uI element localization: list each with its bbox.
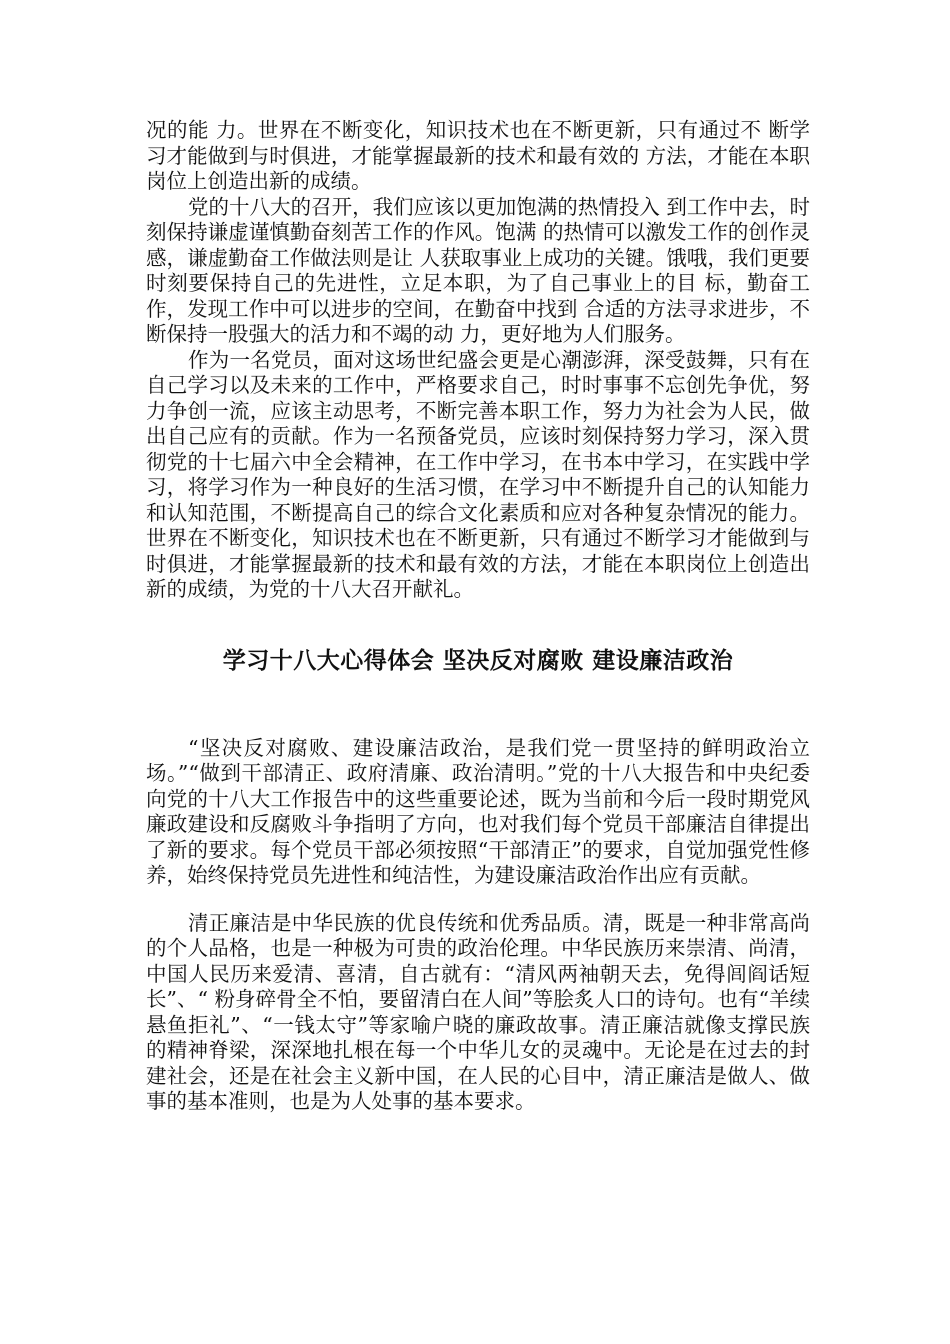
paragraph: 清正廉洁是中华民族的优良传统和优秀品质。清，既是一种非常高尚的个人品格，也是一种极为可贵的政治伦理。中华民族历来崇清、尚清，中国人民历来爱清、喜清，自古就有：“清风两袖朝天去，免得闾阎话短长”、“ 粉身碎骨全不怕，要留清白在人间”等脍炙人口的诗句。也有“羊续悬鱼拒礼”、“一钱太守”等家喻户晓的廉政故事。清正廉洁就像支撑民族的精神脊梁，深深地扎根在每一个中华儿女的灵魂中。无论是在过去的封建社会，还是在社会主义新中国，在人民的心目中，清正廉洁是做人、做事的基本准则，也是为人处事的基本要求。 (146, 910, 810, 1113)
paragraph: 党的十八大的召开，我们应该以更加饱满的热情投入 到工作中去，时刻保持谦虚谨慎勤奋刻苦工作的作风。饱满 的热情可以激发工作的创作灵感，谦虚勤奋工作做法则是让 人获取事业上成功的关键。饿哦，我们更要时刻要保持自己的先进性，立足本职，为了自己事业上的目 标，勤奋工作，发现工作中可以进步的空间，在勤奋中找到 合适的方法寻求进步，不断保持一股强大的活力和不竭的动 力，更好地为人们服务。 (146, 194, 810, 346)
spacer (146, 676, 810, 736)
paragraph: “坚决反对腐败、建设廉洁政治，是我们党一贯坚持的鲜明政治立场。”“做到干部清正、政府清廉、政治清明。”党的十八大报告和中央纪委向党的十八大工作报告中的这些重要论述，既为当前和今后一段时期党风廉政建设和反腐败斗争指明了方向，也对我们每个党员干部廉洁自律提出了新的要求。每个党员干部必须按照“干部清正”的要求，自觉加强党性修养，始终保持党员先进性和纯洁性，为建设廉洁政治作出应有贡献。 (146, 735, 810, 887)
section-title: 学习十八大心得体会 坚决反对腐败 建设廉洁政治 (222, 647, 734, 674)
paragraph-continuation: 况的能 力。世界在不断变化，知识技术也在不断更新，只有通过不 断学习才能做到与时俱进，才能掌握最新的技术和最有效的 方法，才能在本职岗位上创造出新的成绩。 (146, 118, 810, 193)
spacer (146, 889, 810, 911)
document-page (146, 118, 810, 1115)
paragraph: 作为一名党员，面对这场世纪盛会更是心潮澎湃，深受鼓舞，只有在自己学习以及未来的工作中，严格要求自己，时时事事不忘创先争优，努力争创一流，应该主动思考，不断完善本职工作，努力为社会为人民，做出自己应有的贡献。作为一名预备党员，应该时刻保持努力学习，深入贯彻党的十七届六中全会精神，在工作中学习，在书本中学习，在实践中学习，将学习作为一种良好的生活习惯，在学习中不断提升自己的认知能力和认知范围，不断提高自己的综合文化素质和应对各种复杂情况的能力。世界在不断变化，知识技术也在不断更新，只有通过不断学习才能做到与时俱进，才能掌握最新的技术和最有效的方法，才能在本职岗位上创造出新的成绩，为党的十八大召开献礼。 (146, 347, 810, 601)
